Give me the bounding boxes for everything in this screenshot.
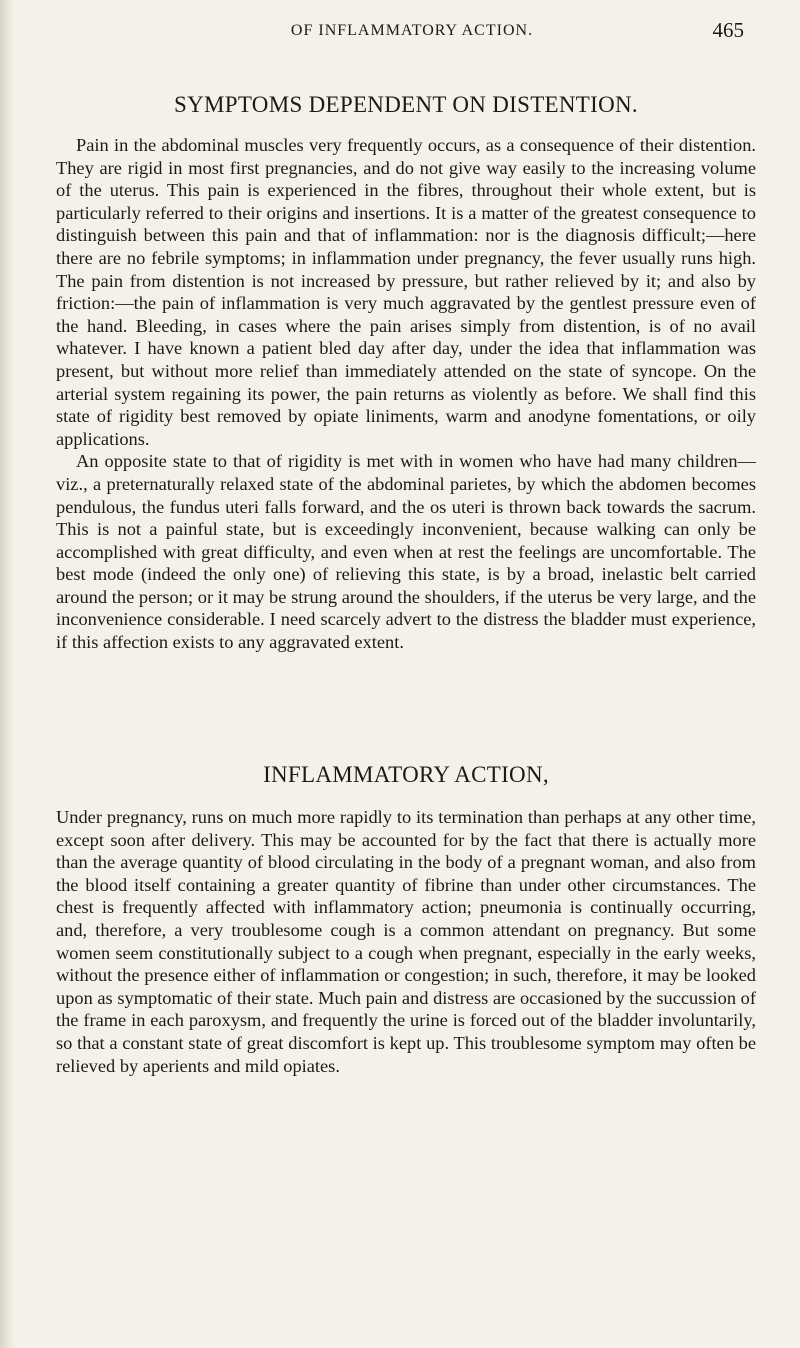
section-body-distention bbox=[56, 134, 756, 654]
paragraph: Pain in the abdominal muscles very frequently occurs, as a consequence of their distention. They are rigid in most first pregnancies, and do not give way easily to the increasing volume of the uterus. This pain is experienced in the fibres, throughout their whole extent, but is particularly referred to their origins and insertions. It is a matter of the greatest consequence to distinguish between this pain and that of inflammation: nor is the diagnosis difficult;—here there are no febrile symptoms; in inflammation under pregnancy, the fever usually runs high. The pain from distention is not increased by pressure, but rather relieved by it; and also by friction:—the pain of inflammation is very much aggravated by the gentlest pressure even of the hand. Bleeding, in cases where the pain arises simply from distention, is of no avail whatever. I have known a patient bled day after day, under the idea that inflammation was present, but without more relief than immediately attended on the state of syncope. On the arterial system regaining its power, the pain returns as violently as before. We shall find this state of rigidity best removed by opiate liniments, warm and anodyne fomentations, or oily applications. bbox=[56, 135, 756, 449]
section-heading-inflammatory-action: INFLAMMATORY ACTION, bbox=[263, 762, 549, 787]
section-heading-distention: SYMPTOMS DEPENDENT ON DISTENTION. bbox=[174, 92, 638, 117]
running-title: OF INFLAMMATORY ACTION. bbox=[290, 22, 534, 39]
gutter-shadow bbox=[0, 0, 14, 1348]
section-body-inflammatory-action bbox=[56, 806, 756, 1077]
paragraph: Under pregnancy, runs on much more rapidly to its termination than perhaps at any other time, except soon after delivery. This may be accounted for by the fact that there is actually more than the average quantity of blood circulating in the body of a pregnant woman, and also from the blood itself containing a greater quantity of fibrine than under other circumstances. The chest is frequently affected with inflammatory action; pneumonia is continually occurring, and, therefore, a very troublesome cough is a common attendant on pregnancy. But some women seem constitutionally subject to a cough when pregnant, especially in the early weeks, without the presence either of inflammation or congestion; in such, therefore, it may be looked upon as symptomatic of their state. Much pain and distress are occasioned by the succussion of the frame in each paroxysm, and frequently the urine is forced out of the bladder involuntarily, so that a constant state of great discomfort is kept up. This troublesome symptom may often be relieved by aperients and mild opiates. bbox=[56, 807, 756, 1076]
paragraph: An opposite state to that of rigidity is met with in women who have had many children—viz., a preternaturally relaxed state of the abdominal parietes, by which the abdomen becomes pendulous, the fundus uteri falls forward, and the os uteri is thrown back towards the sacrum. This is not a painful state, but is exceedingly inconvenient, because walking can only be accomplished with great difficulty, and even when at rest the feelings are uncomfortable. The best mode (indeed the only one) of relieving this state, is by a broad, inelastic belt carried around the person; or it may be strung around the shoulders, if the uterus be very large, and the inconvenience considerable. I need scarcely advert to the distress the bladder must experience, if this affection exists to any aggravated extent. bbox=[56, 451, 756, 653]
running-head bbox=[80, 18, 744, 48]
page-number: 465 bbox=[712, 18, 744, 42]
